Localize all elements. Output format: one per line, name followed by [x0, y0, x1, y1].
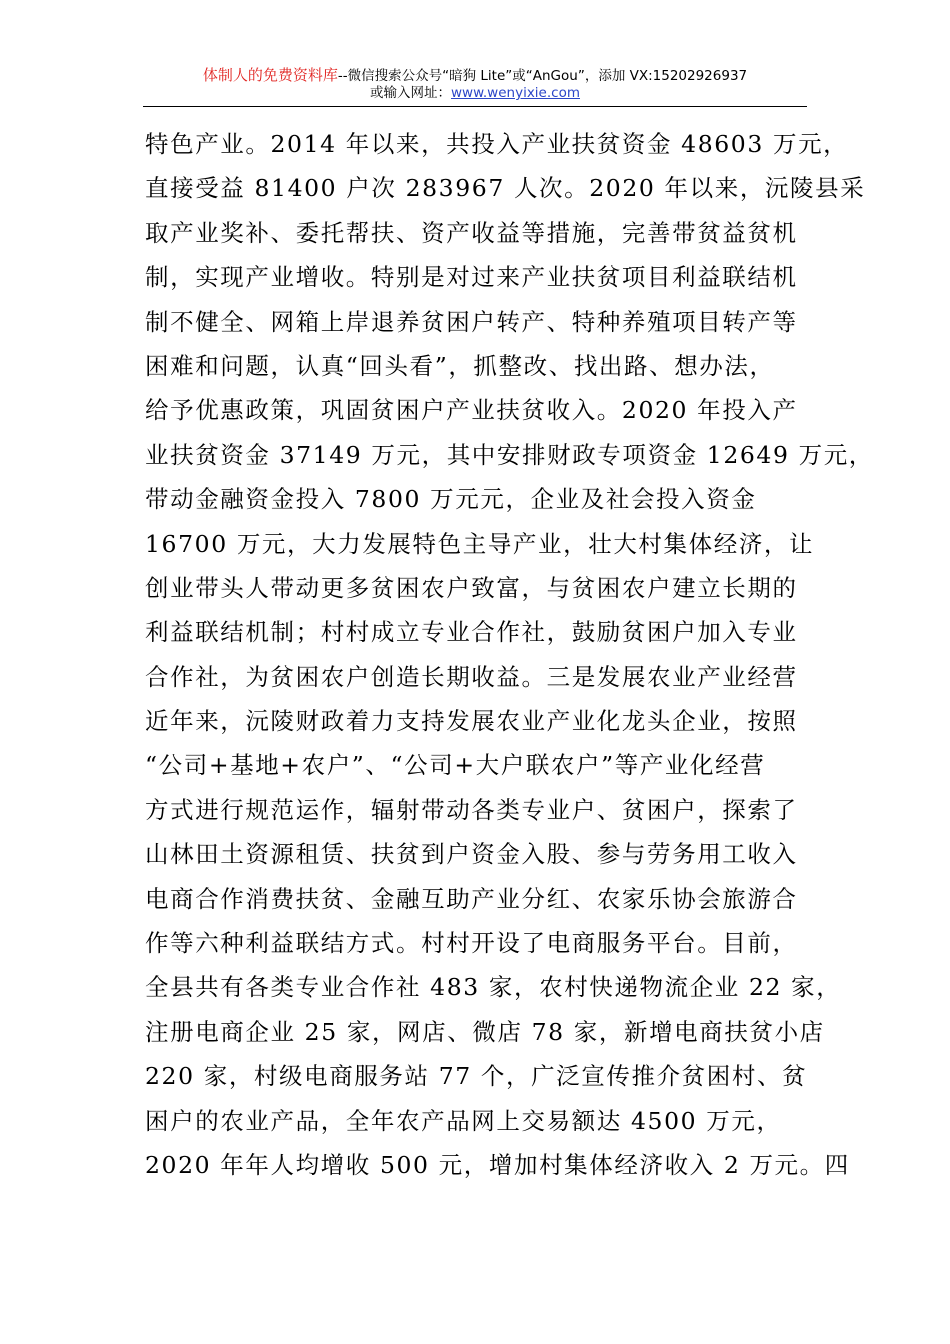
- header-divider: [143, 106, 807, 107]
- header-banner: [0, 66, 950, 85]
- text-line: 作等六种利益联结方式。村村开设了电商服务平台。目前，: [145, 929, 798, 958]
- text-line: 电商合作消费扶贫、金融互助产业分红、农家乐协会旅游合: [145, 884, 798, 913]
- text-line: 利益联结机制；村村成立专业合作社，鼓励贫困户加入专业: [145, 618, 798, 647]
- text-line: 220 家，村级电商服务站 77 个，广泛宣传推介贫困村、贫: [145, 1062, 808, 1091]
- text-line: 带动金融资金投入 7800 万元元，企业及社会投入资金: [145, 485, 757, 514]
- url-prefix: 或输入网址：: [370, 85, 451, 101]
- text-line: 业扶贫资金 37149 万元，其中安排财政专项资金 12649 万元，: [145, 440, 874, 469]
- website-link[interactable]: www.wenyixie.com: [451, 85, 580, 101]
- page-header: [0, 66, 950, 102]
- text-line: 困户的农业产品，全年农产品网上交易额达 4500 万元，: [145, 1106, 782, 1135]
- header-url-line: [0, 85, 950, 102]
- text-line: 近年来，沅陵财政着力支持发展农业产业化龙头企业，按照: [145, 707, 798, 736]
- text-line: “公司+基地+农户”、“公司+大户联农户”等产业化经营: [145, 751, 766, 780]
- document-body: [145, 122, 874, 1187]
- text-line: 困难和问题，认真“回头看”，抓整改、找出路、想办法，: [145, 351, 775, 380]
- text-line: 直接受益 81400 户次 283967 人次。2020 年以来，沅陵县采: [145, 174, 866, 203]
- text-line: 给予优惠政策，巩固贫困户产业扶贫收入。2020 年投入产: [145, 396, 798, 425]
- text-line: 合作社，为贫困农户创造长期收益。三是发展农业产业经营: [145, 662, 798, 691]
- text-line: 2020 年年人均增收 500 元，增加村集体经济收入 2 万元。四: [145, 1150, 850, 1179]
- text-line: 制不健全、网箱上岸退养贫困户转产、特种养殖项目转产等: [145, 307, 798, 336]
- text-line: 全县共有各类专业合作社 483 家，农村快递物流企业 22 家，: [145, 973, 842, 1002]
- text-line: 16700 万元，大力发展特色主导产业，壮大村集体经济，让: [145, 529, 815, 558]
- brand-title: 体制人的免费资料库: [202, 66, 338, 84]
- text-line: 特色产业。2014 年以来，共投入产业扶贫资金 48603 万元，: [145, 130, 849, 158]
- text-line: 方式进行规范运作，辐射带动各类专业户、贫困户，探索了: [145, 795, 798, 824]
- header-subtitle: --微信搜索公众号“暗狗 Lite”或“AnGou”，添加 VX:15202926937: [337, 68, 748, 84]
- text-line: 山林田土资源租赁、扶贫到户资金入股、参与劳务用工收入: [145, 840, 798, 869]
- text-line: 制，实现产业增收。特别是对过来产业扶贫项目利益联结机: [145, 263, 798, 292]
- text-line: 注册电商企业 25 家，网店、微店 78 家，新增电商扶贫小店: [145, 1017, 825, 1046]
- text-line: 取产业奖补、委托帮扶、资产收益等措施，完善带贫益贫机: [145, 218, 798, 247]
- text-line: 创业带头人带动更多贫困农户致富，与贫困农户建立长期的: [145, 573, 798, 602]
